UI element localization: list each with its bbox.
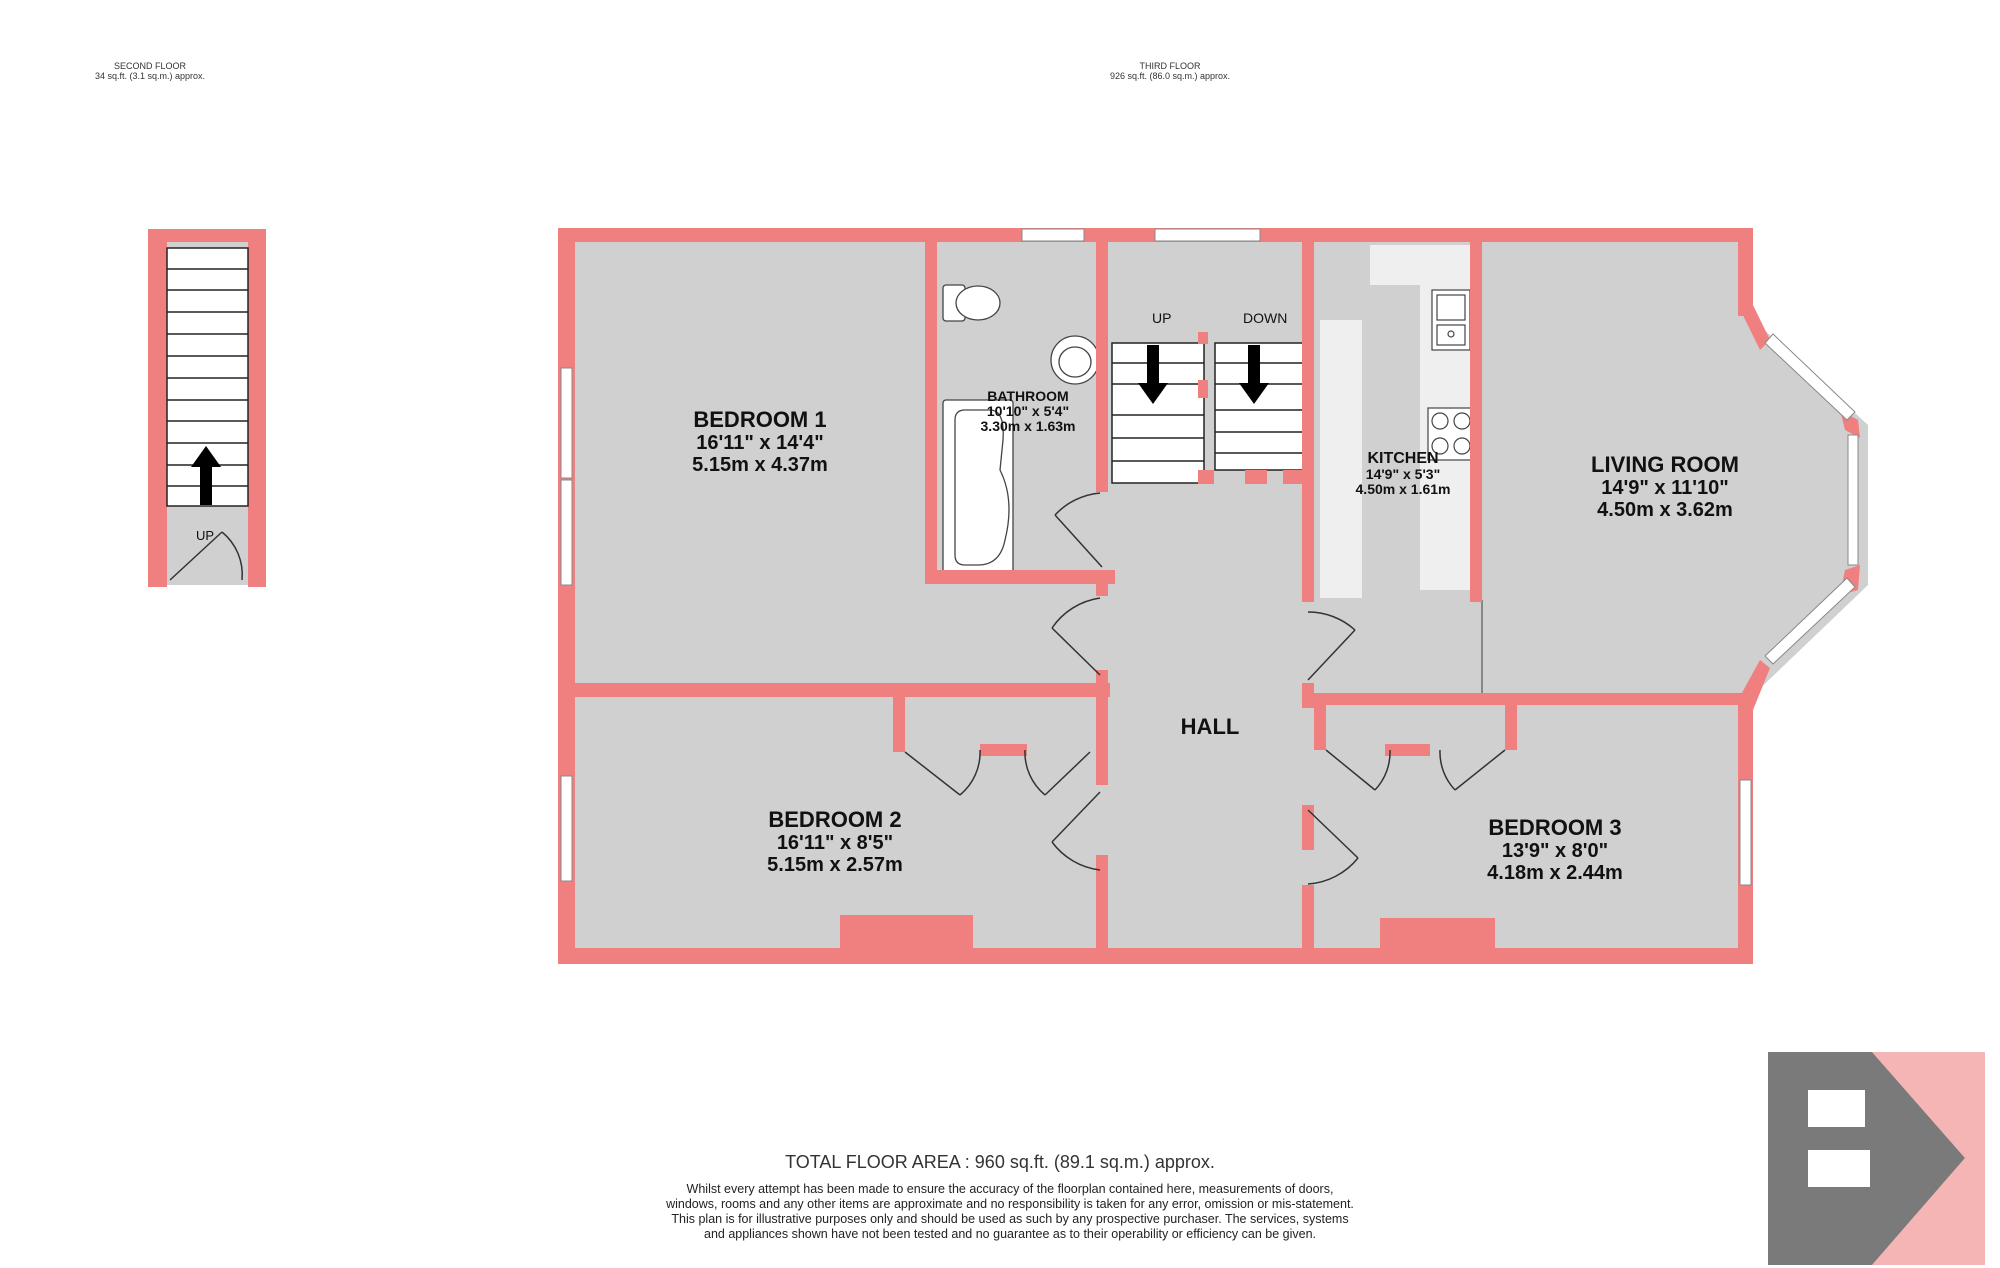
bedroom3-imperial: 13'9" x 8'0"	[1501, 840, 1609, 862]
living-room-label	[1555, 452, 1775, 521]
stair-up-label: UP	[1152, 310, 1172, 326]
living-room-imperial: 14'9" x 11'10"	[1601, 477, 1729, 499]
second-floor-title: SECOND FLOOR	[113, 61, 186, 71]
second-floor-wall-right	[248, 229, 266, 587]
kitchen-metric: 4.50m x 1.61m	[1355, 481, 1451, 497]
bathroom-name: BATHROOM	[987, 388, 1069, 404]
window-bedroom1-a	[561, 368, 572, 478]
hall-name: HALL	[1180, 714, 1240, 739]
bedroom1-label	[660, 407, 860, 476]
bedroom1-name: BEDROOM 1	[693, 407, 827, 432]
window-living-bay-center	[1848, 435, 1858, 565]
second-floor-wall-left	[148, 229, 167, 587]
window-stairwell	[1155, 229, 1260, 241]
living-room-name: LIVING ROOM	[1591, 452, 1739, 477]
window-bedroom3	[1740, 780, 1751, 885]
third-floor-title: THIRD FLOOR	[1139, 61, 1201, 71]
sink-icon	[1432, 290, 1470, 350]
bedroom2-name: BEDROOM 2	[768, 807, 902, 832]
stair-down-label: DOWN	[1243, 310, 1288, 326]
bedroom2-imperial: 16'11" x 8'5"	[776, 832, 894, 854]
bedroom3-label	[1455, 815, 1655, 884]
second-floor-up-label: UP	[196, 528, 215, 543]
second-floor-area: 34 sq.ft. (3.1 sq.m.) approx.	[94, 71, 206, 81]
bedroom1-imperial: 16'11" x 14'4"	[696, 432, 824, 454]
living-room-metric: 4.50m x 3.62m	[1597, 499, 1733, 521]
bedroom3-name: BEDROOM 3	[1488, 815, 1622, 840]
kitchen-label	[1338, 450, 1468, 497]
third-floor-area: 926 sq.ft. (86.0 sq.m.) approx.	[1109, 71, 1231, 81]
kitchen-name: KITCHEN	[1367, 450, 1439, 467]
bedroom2-label	[735, 807, 935, 876]
window-bathroom	[1022, 229, 1084, 241]
bedroom3-metric: 4.18m x 2.44m	[1487, 862, 1623, 884]
bedroom2-metric: 5.15m x 2.57m	[767, 854, 903, 876]
window-bedroom2	[561, 776, 572, 881]
disclaimer: Whilst every attempt has been made to ensure the accuracy of the floorplan contained here, measurements of doors, windows, rooms and any other items are approximate and no responsibility is taken for any error, omission or mis-statement. This plan is for illustrative purposes only and should be used as such by any prospective purchaser. The services, systems and appliances shown have not been tested and no guarantee as to their operability or efficiency can be given.	[666, 1182, 1354, 1241]
washbasin-icon	[1051, 336, 1099, 384]
kitchen-imperial: 14'9" x 5'3"	[1365, 466, 1441, 482]
toilet-icon	[943, 285, 1000, 321]
bathroom-metric: 3.30m x 1.63m	[980, 418, 1076, 434]
bathroom-imperial: 10'10" x 5'4"	[986, 403, 1070, 419]
bathroom-label	[963, 389, 1093, 434]
hall-label	[1150, 714, 1270, 739]
window-bedroom1-b	[561, 480, 572, 585]
total-floor-area: TOTAL FLOOR AREA : 960 sq.ft. (89.1 sq.m.) approx.	[785, 1152, 1215, 1172]
bedroom1-metric: 5.15m x 4.37m	[692, 454, 828, 476]
